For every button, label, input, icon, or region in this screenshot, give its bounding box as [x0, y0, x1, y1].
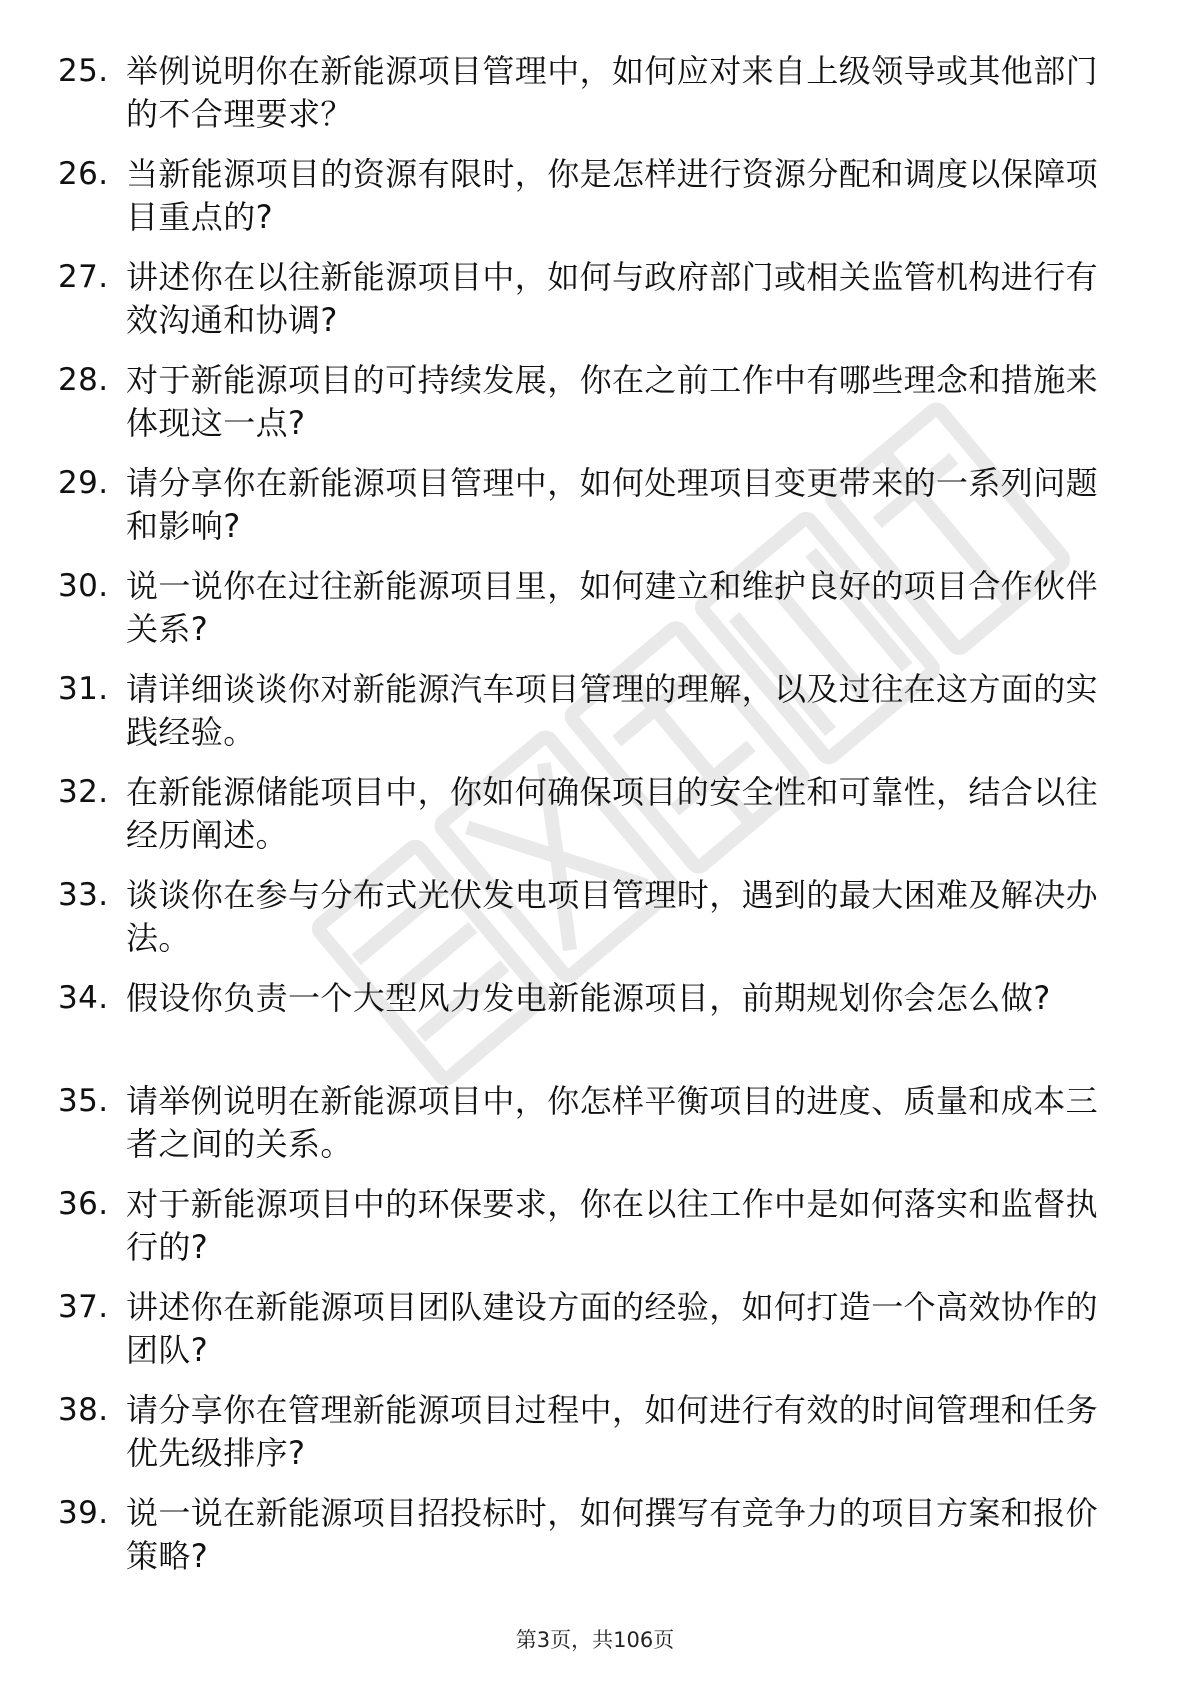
question-number: 37.	[58, 1289, 109, 1325]
question-text: 谈谈你在参与分布式光伏发电项目管理时，遇到的最大困难及解决办法。	[126, 876, 1099, 957]
question-list	[58, 50, 1118, 1595]
question-number: 36.	[58, 1186, 109, 1222]
question-item	[58, 256, 1118, 342]
question-item	[58, 153, 1118, 239]
question-item	[58, 1080, 1118, 1166]
question-text: 对于新能源项目的可持续发展，你在之前工作中有哪些理念和措施来体现这一点?	[126, 361, 1099, 442]
question-text: 举例说明你在新能源项目管理中，如何应对来自上级领导或其他部门的不合理要求？	[126, 52, 1099, 133]
page-footer	[0, 1624, 1190, 1654]
question-text: 假设你负责一个大型风力发电新能源项目，前期规划你会怎么做?	[126, 979, 1051, 1017]
question-number: 28.	[58, 362, 109, 398]
question-text: 讲述你在新能源项目团队建设方面的经验，如何打造一个高效协作的团队?	[126, 1288, 1099, 1369]
question-number: 31.	[58, 671, 109, 707]
question-number: 26.	[58, 156, 109, 192]
question-text: 请举例说明在新能源项目中，你怎样平衡项目的进度、质量和成本三者之间的关系。	[126, 1082, 1099, 1163]
question-item	[58, 1389, 1118, 1475]
question-number: 38.	[58, 1392, 109, 1428]
question-item	[58, 668, 1118, 754]
question-number: 39.	[58, 1495, 109, 1531]
question-item	[58, 1492, 1118, 1578]
question-number: 35.	[58, 1083, 109, 1119]
page-number-label: 第3页，共106页	[515, 1628, 675, 1652]
question-text: 说一说你在过往新能源项目里，如何建立和维护良好的项目合作伙伴关系?	[126, 567, 1099, 648]
question-number: 25.	[58, 53, 109, 89]
question-item	[58, 359, 1118, 445]
question-text: 对于新能源项目中的环保要求，你在以往工作中是如何落实和监督执行的?	[126, 1185, 1099, 1266]
question-item	[58, 1286, 1118, 1372]
question-text: 当新能源项目的资源有限时，你是怎样进行资源分配和调度以保障项目重点的?	[126, 155, 1099, 236]
question-text: 在新能源储能项目中，你如何确保项目的安全性和可靠性，结合以往经历阐述。	[126, 773, 1099, 854]
question-item	[58, 874, 1118, 960]
question-number: 33.	[58, 877, 109, 913]
question-text: 请分享你在新能源项目管理中，如何处理项目变更带来的一系列问题和影响?	[126, 464, 1099, 545]
question-item	[58, 50, 1118, 136]
question-text: 请分享你在管理新能源项目过程中，如何进行有效的时间管理和任务优先级排序?	[126, 1391, 1099, 1472]
question-number: 27.	[58, 259, 109, 295]
question-item	[58, 977, 1118, 1063]
question-text: 讲述你在以往新能源项目中，如何与政府部门或相关监管机构进行有效沟通和协调?	[126, 258, 1099, 339]
question-item	[58, 462, 1118, 548]
question-number: 34.	[58, 980, 109, 1016]
question-text: 请详细谈谈你对新能源汽车项目管理的理解，以及过往在这方面的实践经验。	[126, 670, 1099, 751]
question-number: 32.	[58, 774, 109, 810]
question-item	[58, 771, 1118, 857]
question-number: 29.	[58, 465, 109, 501]
question-number: 30.	[58, 568, 109, 604]
question-text: 说一说在新能源项目招投标时，如何撰写有竞争力的项目方案和报价策略?	[126, 1494, 1099, 1575]
question-item	[58, 565, 1118, 651]
question-item	[58, 1183, 1118, 1269]
